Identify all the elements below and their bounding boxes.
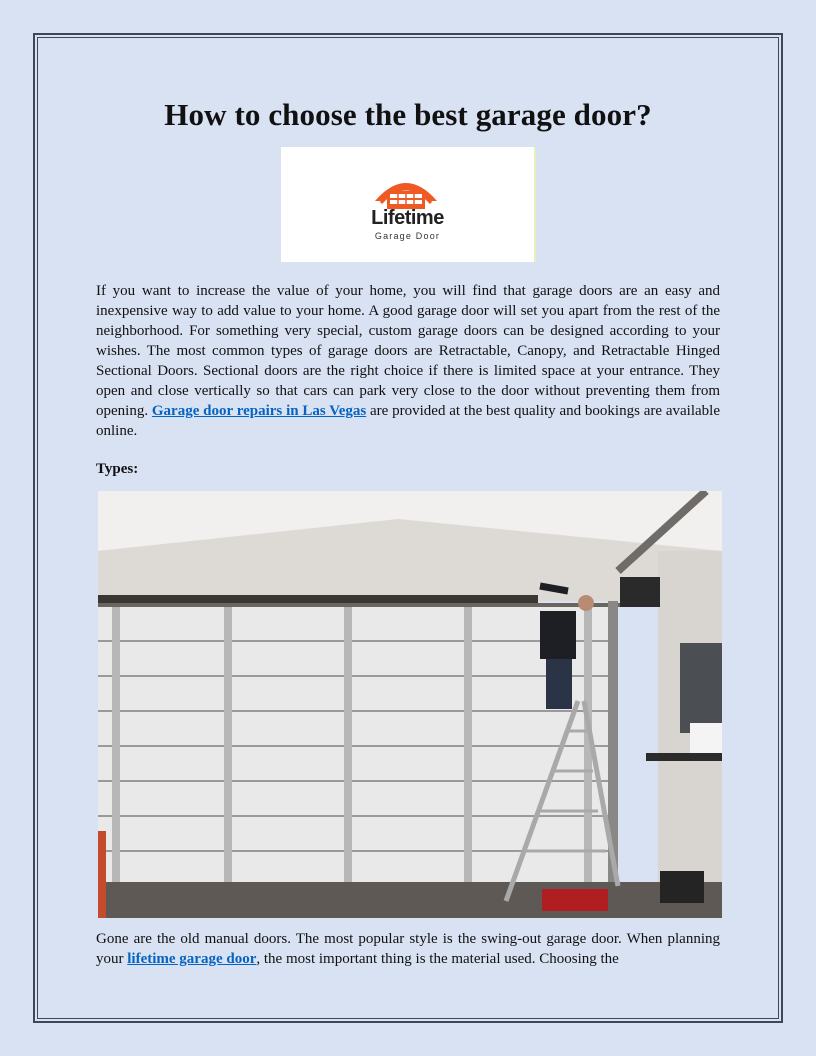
company-logo [281, 147, 536, 262]
types-heading: Types: [96, 461, 139, 477]
document-title: How to choose the best garage door? [164, 97, 652, 132]
logo-brand-name: Lifetime [371, 207, 444, 229]
lifetime-garage-door-link[interactable]: lifetime garage door [127, 951, 257, 967]
intro-paragraph [96, 281, 720, 441]
types-text-end: , the most important thing is the material used. Choosing the [256, 951, 619, 967]
types-text: Gone are the old manual doors. The most popular style is the swing-out garage door. When planning your [96, 931, 720, 967]
logo-tagline: Garage Door [374, 231, 441, 241]
intro-text-end: are provided at the best quality and bookings are available online. [96, 403, 720, 439]
intro-text: If you want to increase the value of your home, you will find that garage doors are an easy and inexpensive way to add value to your home. A good garage door will set you apart from the rest of the neighborhood. For something very special, custom garage doors can be designed according to your wishes. The most common types of garage doors are Retractable, Canopy, and Retractable Hinged Sectional Doors. Sectional doors are the right choice if there is limited space at your entrance. They open and close vertically so that cars can park very close to the door without preventing them from opening. [96, 283, 720, 419]
document-body [96, 96, 720, 969]
types-paragraph [96, 929, 720, 969]
garage-roof-icon [371, 171, 441, 211]
garage-door-repair-photo [98, 491, 722, 918]
las-vegas-repairs-link[interactable]: Garage door repairs in Las Vegas [151, 403, 367, 419]
